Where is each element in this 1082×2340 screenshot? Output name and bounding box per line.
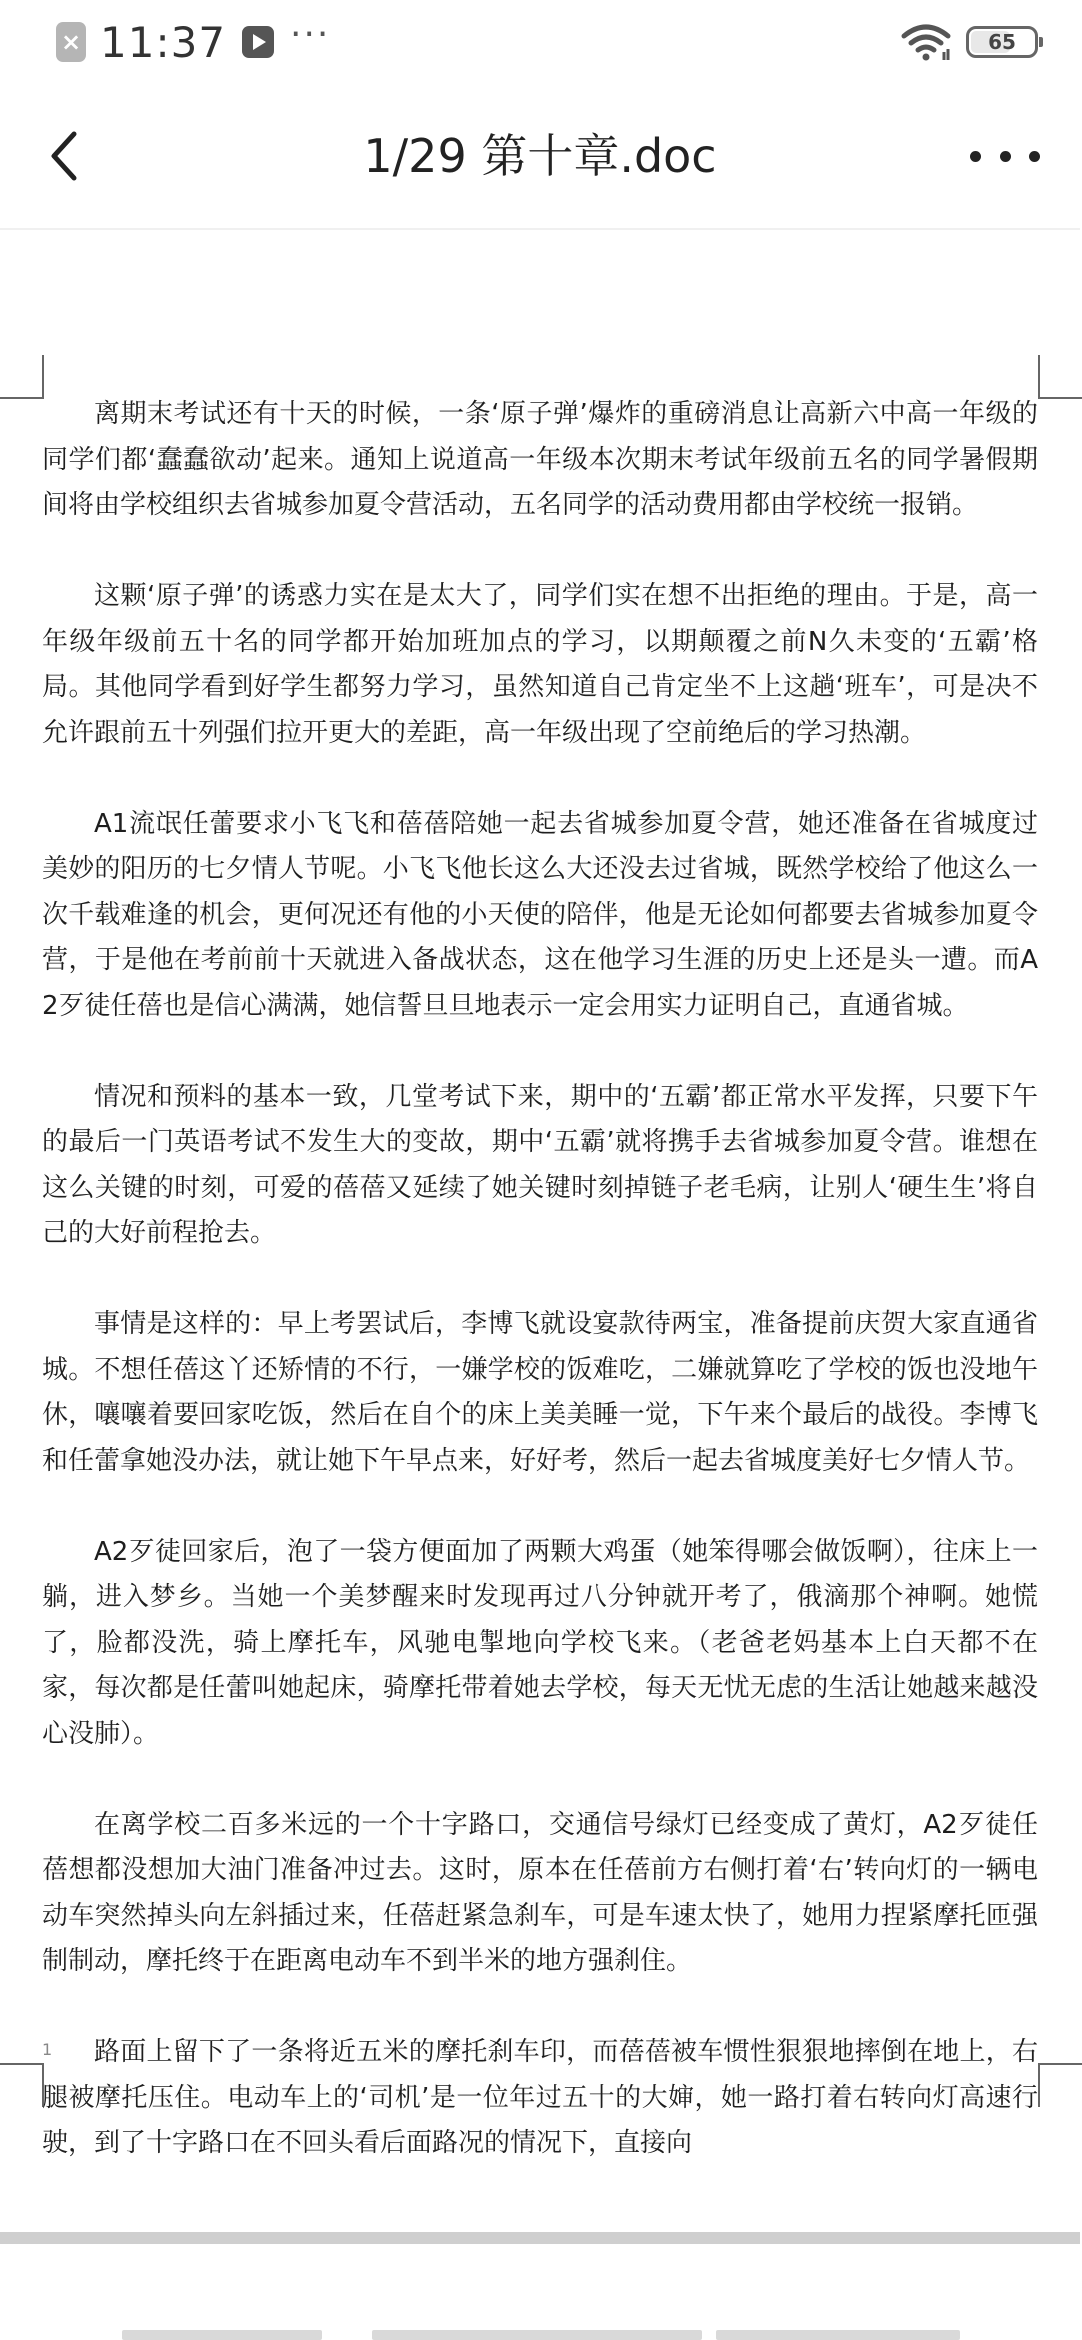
status-bar (0, 0, 1080, 84)
more-options-button[interactable] (970, 132, 1040, 180)
status-bar-left (56, 14, 331, 67)
more-horizontal-icon (970, 151, 981, 162)
document-paragraph: 路面上留下了一条将近五米的摩托刹车印，而蓓蓓被车惯性狠狠地摔倒在地上，右腿被摩托压住。电动车上的‘司机’是一位年过五十的大婶，她一路打着右转向灯高速行驶，到了十字路口在不回头看后面路况的情况下，直接向 (42, 2037, 1038, 2158)
page-indicator-bar (372, 2330, 702, 2340)
document-page[interactable] (0, 230, 1080, 2220)
crop-mark-top-left (0, 355, 44, 399)
next-page-preview[interactable] (0, 2244, 1080, 2340)
status-time: 11:37 (100, 17, 227, 67)
more-horizontal-icon (1000, 151, 1011, 162)
status-bar-right (900, 20, 1038, 64)
play-icon (242, 26, 274, 58)
document-paragraph: 情况和预料的基本一致，几堂考试下来，期中的‘五霸’都正常水平发挥，只要下午的最后一门英语考试不发生大的变故，期中‘五霸’就将携手去省城参加夏令营。谁想在这么关键的时刻，可爱的蓓蓓又延续了她关键时刻掉链子老毛病，让别人‘硬生生’将自己的大好前程抢去。 (42, 1081, 1038, 1248)
title-bar (0, 84, 1080, 230)
battery-icon (966, 26, 1038, 58)
page-indicator-bar (716, 2330, 960, 2340)
page-divider (0, 2232, 1080, 2244)
chevron-left-icon (40, 124, 100, 188)
page-title: 1/29 第十章.doc (363, 129, 717, 183)
more-horizontal-icon (1029, 151, 1040, 162)
document-paragraph: A1流氓任蕾要求小飞飞和蓓蓓陪她一起去省城参加夏令营，她还准备在省城度过美妙的阳历的七夕情人节呢。小飞飞他长这么大还没去过省城，既然学校给了他这么一次千载难逢的机会，更何况还有他的小天使的陪伴，他是无论如何都要去省城参加夏令营，于是他在考前前十天就进入备战状态，这在他学习生涯的历史上还是头一遭。而A2歹徒任蓓也是信心满满，她信誓旦旦地表示一定会用实力证明自己，直通省城。 (42, 808, 1038, 1021)
crop-mark-bottom-left (0, 2063, 44, 2107)
wifi-icon (900, 22, 952, 62)
battery-percent: 65 (988, 30, 1016, 54)
document-paragraph: A2歹徒回家后，泡了一袋方便面加了两颗大鸡蛋（她笨得哪会做饭啊），往床上一躺，进入梦乡。当她一个美梦醒来时发现再过八分钟就开考了，俄滴那个神啊。她慌了，脸都没洗，骑上摩托车，风驰电掣地向学校飞来。（老爸老妈基本上白天都不在家，每次都是任蕾叫她起床，骑摩托带着她去学校，每天无忧无虑的生活让她越来越没心没肺）。 (42, 1536, 1038, 1749)
document-paragraph: 离期末考试还有十天的时候，一条‘原子弹’爆炸的重磅消息让高新六中高一年级的同学们都‘蠢蠢欲动’起来。通知上说道高一年级本次期末考试年级前五名的同学暑假期间将由学校组织去省城参加夏令营活动，五名同学的活动费用都由学校统一报销。 (42, 399, 1038, 520)
document-paragraph: 在离学校二百多米远的一个十字路口，交通信号绿灯已经变成了黄灯，A2歹徒任蓓想都没想加大油门准备冲过去。这时，原本在任蓓前方右侧打着‘右’转向灯的一辆电动车突然掉头向左斜插过来，任蓓赶紧急刹车，可是车速太快了，她用力捏紧摩托匝强制制动，摩托终于在距离电动车不到半米的地方强刹住。 (42, 1809, 1038, 1976)
crop-mark-bottom-right (1038, 2063, 1082, 2107)
back-button[interactable] (40, 124, 100, 188)
document-paragraph: 事情是这样的：早上考罢试后，李博飞就设宴款待两宝，准备提前庆贺大家直通省城。不想任蓓这丫还矫情的不行，一嫌学校的饭难吃，二嫌就算吃了学校的饭也没地午休，嚷嚷着要回家吃饭，然后在自个的床上美美睡一觉，下午来个最后的战役。李博飞和任蕾拿她没办法，就让她下午早点来，好好考，然后一起去省城度美好七夕情人节。 (42, 1309, 1038, 1476)
page-number: 1 (42, 2040, 53, 2059)
page-indicator-bar (122, 2330, 322, 2340)
close-notification-icon: × (56, 22, 86, 62)
status-more-dots: ··· (290, 14, 331, 55)
document-paragraph: 这颗‘原子弹’的诱惑力实在是太大了，同学们实在想不出拒绝的理由。于是，高一年级年级前五十名的同学都开始加班加点的学习，以期颠覆之前N久未变的‘五霸’格局。其他同学看到好学生都努力学习，虽然知道自己肯定坐不上这趟‘班车’，可是决不允许跟前五十列强们拉开更大的差距，高一年级出现了空前绝后的学习热潮。 (42, 581, 1038, 748)
crop-mark-top-right (1038, 355, 1082, 399)
document-body (42, 392, 1038, 2158)
